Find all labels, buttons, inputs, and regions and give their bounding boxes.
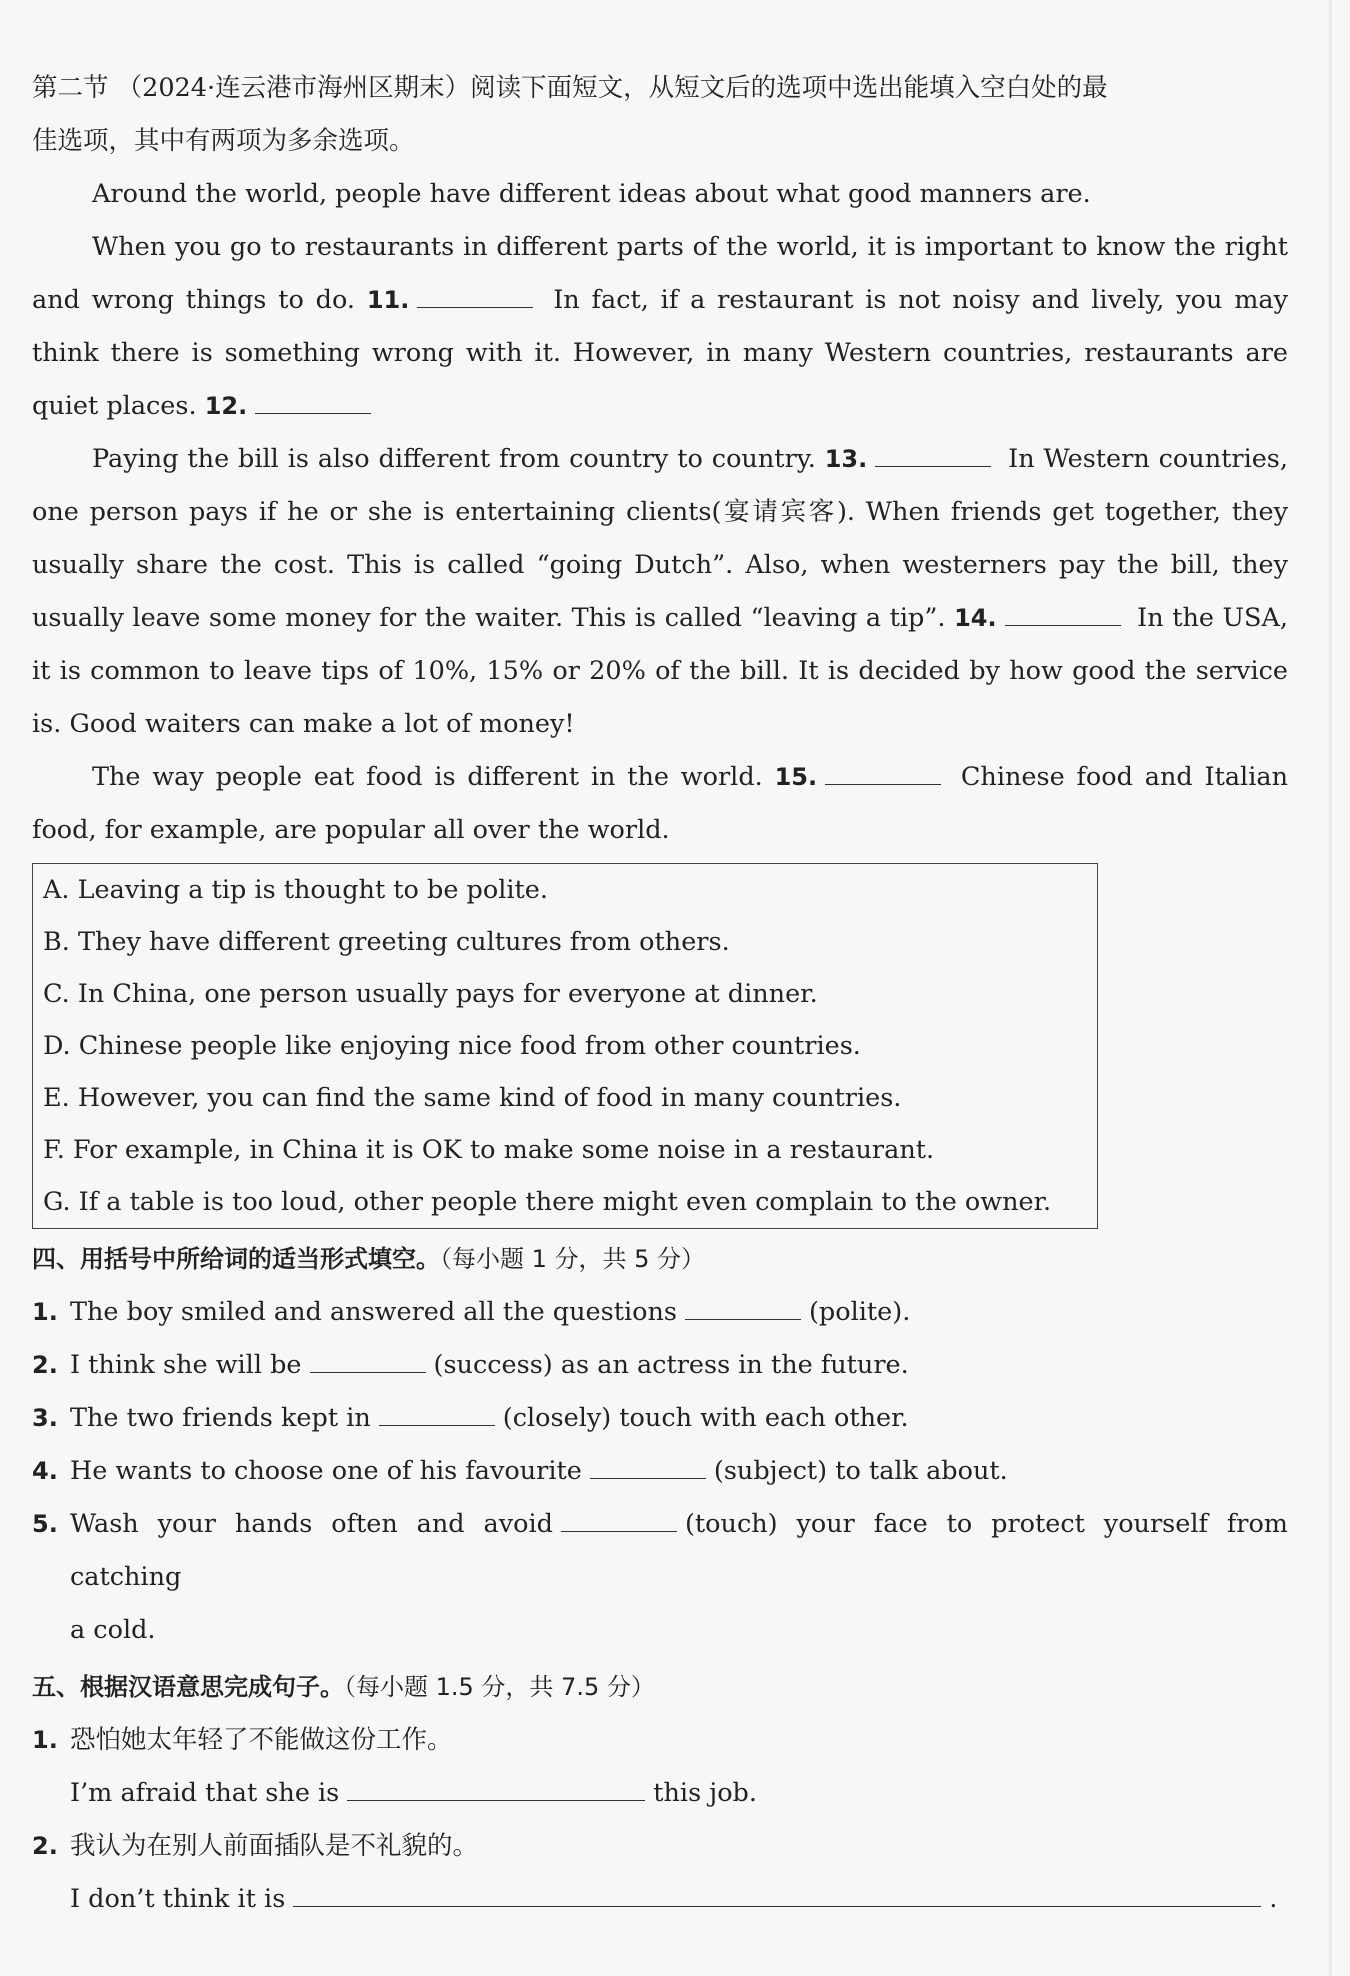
part4-question-1 [32,1286,1288,1339]
question-text: The two friends kept in [70,1403,371,1433]
sentence-end: . [1269,1884,1278,1914]
question-number: 4. [32,1457,58,1485]
answer-blank[interactable] [685,1297,801,1320]
answer-blank[interactable] [347,1778,645,1801]
question-number-14: 14. [954,604,997,632]
section-intro-line2: 佳选项，其中有两项为多余选项。 [32,126,415,156]
question-number: 2. [32,1832,58,1860]
option-d: D. Chinese people like enjoying nice food from other countries. [43,1031,861,1061]
part4-question-3 [32,1392,1288,1445]
sentence-end: this job. [653,1778,757,1808]
page-edge-shadow [1329,0,1332,1976]
passage-paragraph-3 [32,433,1288,751]
part4-heading [32,1233,1288,1286]
part4-question-4 [32,1445,1288,1498]
option-f: F. For example, in China it is OK to make some noise in a restaurant. [43,1135,935,1165]
question-number: 1. [32,1726,58,1754]
paragraph-text: The way people eat food is different in the world. [92,762,763,792]
chinese-prompt: 我认为在别人前面插队是不礼貌的。 [70,1831,479,1861]
option-a: A. Leaving a tip is thought to be polite. [43,875,548,905]
part5-question-2 [32,1820,1288,1873]
question-number: 1. [32,1298,58,1326]
question-hint: (closely) touch with each other. [502,1403,909,1433]
part4-question-5 [32,1498,1288,1604]
part4-title: 四、用括号中所给词的适当形式填空。 [32,1245,440,1273]
question-number: 2. [32,1351,58,1379]
part5-title: 五、根据汉语意思完成句子。 [32,1673,344,1701]
part5-question-1 [32,1714,1288,1767]
part5-heading [32,1661,1288,1714]
question-number-15: 15. [774,763,818,791]
paragraph-text: In fact, if a restaurant is not noisy and lively, you may think there is something wrong with it. However, in many Western countries, restaurants are quiet places. [32,285,1288,421]
paragraph-text: In the USA, it is common to leave tips of 10%, 15% or 20% of the bill. It is decided by how good the service is. Good waiters can make a lot of money! [32,603,1289,739]
question-text: I think she will be [70,1350,302,1380]
question-hint: (polite). [808,1297,911,1327]
question-number: 5. [32,1510,58,1538]
option-g: G. If a table is too loud, other people there might even complain to the owner. [43,1187,1052,1217]
question-text: He wants to choose one of his favourite [70,1456,582,1486]
chinese-prompt: 恐怕她太年轻了不能做这份工作。 [70,1725,453,1755]
answer-blank[interactable] [379,1403,495,1426]
answer-blank[interactable] [293,1884,1261,1907]
paragraph-text: Paying the bill is also different from country to country. [92,444,816,474]
sentence-start: I don’t think it is [70,1884,286,1914]
options-box [32,863,1098,1229]
part5-score: （每小题 1.5 分，共 7.5 分） [344,1673,655,1701]
question-number-11: 11. [366,286,410,314]
part5-answer-line-2 [32,1873,1288,1926]
question-text: Wash your hands often and avoid [70,1509,553,1539]
section-intro-line1: 第二节 （2024·连云港市海州区期末）阅读下面短文，从短文后的选项中选出能填入空白处的最 [32,73,1108,103]
part4-score: （每小题 1 分，共 5 分） [440,1245,706,1273]
part5-answer-line-1 [32,1767,1288,1820]
question-hint: (success) as an actress in the future. [433,1350,909,1380]
question-hint: (touch) your face to protect yourself from catching [70,1509,1288,1592]
question-number: 3. [32,1404,58,1432]
answer-blank[interactable] [590,1456,706,1479]
worksheet-page [32,62,1288,1926]
answer-blank[interactable] [310,1350,426,1373]
question-number-13: 13. [824,445,868,473]
question-number-12: 12. [204,392,248,420]
answer-blank-12[interactable] [255,391,371,414]
section-intro [32,62,1288,168]
answer-blank[interactable] [561,1509,677,1532]
passage-paragraph-1: Around the world, people have different ideas about what good manners are. [92,179,1091,209]
answer-blank-15[interactable] [825,762,941,785]
passage-paragraph-2 [32,221,1288,433]
part4-question-5-continued: a cold. [70,1615,156,1645]
paragraph-text: In Western countries, one person pays if he or she is entertaining clients(宴请宾客). When friends get together, they usually share the cost. This is called “going Dutch”. Also, when westerners pay the bill, they usually leave some money for the waiter. This is called “leaving a tip”. [32,444,1289,633]
option-b: B. They have different greeting cultures from others. [43,927,730,957]
answer-blank-11[interactable] [417,285,533,308]
sentence-start: I’m afraid that she is [70,1778,340,1808]
paragraph-text: Chinese food and Italian food, for example, are popular all over the world. [32,762,1288,845]
part4-question-2 [32,1339,1288,1392]
option-c: C. In China, one person usually pays for everyone at dinner. [43,979,818,1009]
answer-blank-13[interactable] [875,444,991,467]
option-e: E. However, you can find the same kind of food in many countries. [43,1083,902,1113]
paragraph-text: When you go to restaurants in different parts of the world, it is important to know the right and wrong things to do. [32,232,1288,315]
answer-blank-14[interactable] [1005,603,1121,626]
question-text: The boy smiled and answered all the questions [70,1297,677,1327]
passage-paragraph-4 [32,751,1288,857]
question-hint: (subject) to talk about. [713,1456,1008,1486]
